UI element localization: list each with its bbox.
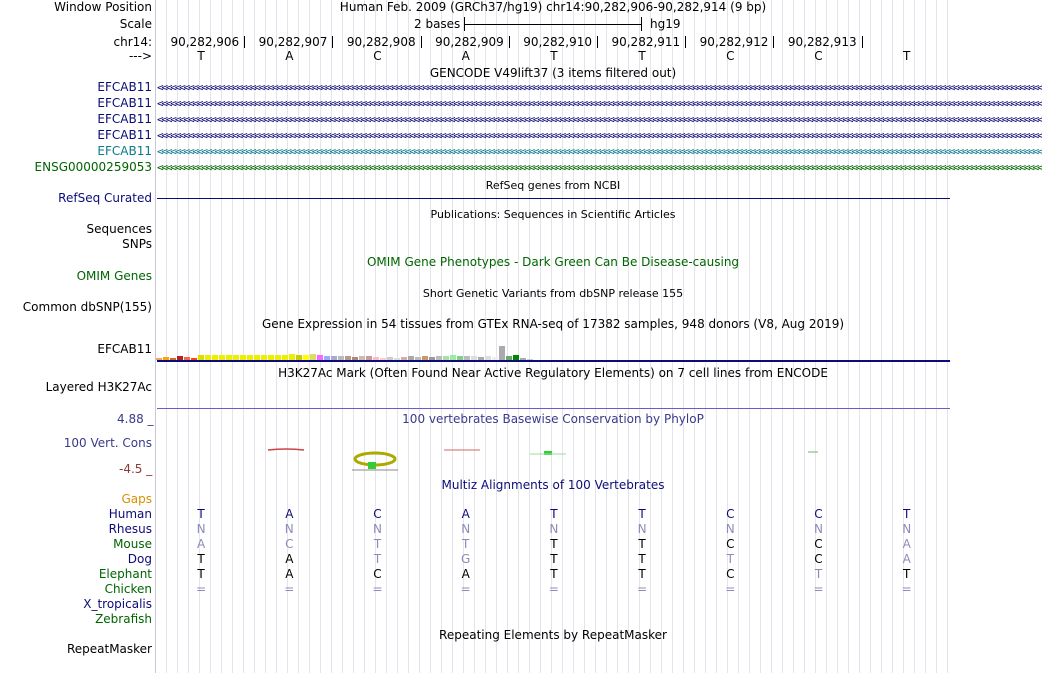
alignment-base: T <box>903 507 911 521</box>
gene-model-arrows[interactable]: <<<<<<<<<<<<<<<<<<<<<<<<<<<<<<<<<<<<<<<<<<<<<<<<<<<<<<<<<<<<<<<<<<<<<<<<<<<<<<<<<<<<<<<<<<<<<<<<<<<<<<<<<<<<<<<<<<<<<<<<<<<<<<<<<<<<<<<<<<<<<<<<<<<<<<<<<<<<<<<<<<<<<<<<<<<<<<<<<<<<<<<<<<<<<<<<<<<<<<<< <box>157 81 1042 94</box>
position-tick-label: 90,282,906 <box>170 35 240 49</box>
gencode-track-label[interactable]: EFCAB11 <box>97 80 152 94</box>
gene-model-arrows[interactable]: <<<<<<<<<<<<<<<<<<<<<<<<<<<<<<<<<<<<<<<<<<<<<<<<<<<<<<<<<<<<<<<<<<<<<<<<<<<<<<<<<<<<<<<<<<<<<<<<<<<<<<<<<<<<<<<<<<<<<<<<<<<<<<<<<<<<<<<<<<<<<<<<<<<<<<<<<<<<<<<<<<<<<<<<<<<<<<<<<<<<<<<<<<<<<<<<<<<<<<<< <box>157 145 1042 158</box>
alignment-base: T <box>550 537 558 551</box>
sequences-label[interactable]: Sequences <box>86 222 152 236</box>
alignment-base: A <box>196 537 206 551</box>
position-tick-label: 90,282,909 <box>435 35 504 49</box>
refseq-label[interactable]: RefSeq Curated <box>58 191 152 205</box>
alignment-base: C <box>726 537 735 551</box>
scale-assembly: hg19 <box>650 17 681 31</box>
base-letter: C <box>726 49 735 63</box>
snps-label[interactable]: SNPs <box>122 237 152 251</box>
alignment-base: A <box>902 552 911 566</box>
alignment-base: C <box>373 507 382 521</box>
base-letter: T <box>638 49 646 63</box>
alignment-base: C <box>373 567 382 581</box>
alignment-base: T <box>638 567 646 581</box>
alignment-base: A <box>461 507 470 521</box>
multiz-species-label[interactable]: Chicken <box>104 582 152 596</box>
refseq-title: RefSeq genes from NCBI <box>485 179 621 192</box>
gene-model-arrows[interactable]: <<<<<<<<<<<<<<<<<<<<<<<<<<<<<<<<<<<<<<<<<<<<<<<<<<<<<<<<<<<<<<<<<<<<<<<<<<<<<<<<<<<<<<<<<<<<<<<<<<<<<<<<<<<<<<<<<<<<<<<<<<<<<<<<<<<<<<<<<<<<<<<<<<<<<<<<<<<<<<<<<<<<<<<<<<<<<<<<<<<<<<<<<<<<<<<<<<<<<<<< <box>157 129 1042 142</box>
dbsnp-label[interactable]: Common dbSNP(155) <box>22 300 152 314</box>
alignment-base: N <box>196 522 206 536</box>
multiz-species-label[interactable]: Elephant <box>98 567 152 581</box>
alignment-base: N <box>637 522 647 536</box>
alignment-base: N <box>284 522 294 536</box>
alignment-base: T <box>903 567 911 581</box>
omim-label[interactable]: OMIM Genes <box>76 269 152 283</box>
alignment-base: N <box>373 522 382 536</box>
scale-label: Scale <box>119 17 152 31</box>
repeatmasker-label[interactable]: RepeatMasker <box>66 642 152 656</box>
alignment-base: = <box>372 582 383 596</box>
conservation-ymin: -4.5 _ <box>119 462 153 476</box>
scale-bases: 2 bases <box>414 17 461 31</box>
position-tick-label: 90,282,911 <box>611 35 681 49</box>
chrom-label: chr14: <box>113 35 152 49</box>
multiz-species-label[interactable]: Zebrafish <box>95 612 152 626</box>
alignment-base: T <box>638 537 646 551</box>
alignment-base: T <box>638 507 646 521</box>
alignment-base: = <box>196 582 207 596</box>
position-tick-label: 90,282,910 <box>523 35 592 49</box>
base-letter: C <box>373 49 382 63</box>
alignment-base: = <box>548 582 559 596</box>
multiz-species-label[interactable]: Dog <box>127 552 152 566</box>
publications-title: Publications: Sequences in Scientific Articles <box>430 208 676 221</box>
alignment-base: = <box>284 582 295 596</box>
window-position-label: Window Position <box>54 0 152 14</box>
alignment-base: T <box>197 507 205 521</box>
alignment-base: T <box>814 567 823 581</box>
multiz-title: Multiz Alignments of 100 Vertebrates <box>441 478 665 492</box>
alignment-base: T <box>373 537 382 551</box>
alignment-base: T <box>550 567 558 581</box>
window-position-value: Human Feb. 2009 (GRCh37/hg19) chr14:90,282,906-90,282,914 (9 bp) <box>339 0 767 14</box>
conservation-label[interactable]: 100 Vert. Cons <box>63 436 152 450</box>
multiz-species-label[interactable]: Mouse <box>113 537 152 551</box>
conservation-ymax: 4.88 _ <box>117 412 154 426</box>
strand-label: ---> <box>128 49 152 63</box>
alignment-base: T <box>638 552 646 566</box>
conservation-title: 100 vertebrates Basewise Conservation by PhyloP <box>402 412 704 426</box>
base-letter: A <box>285 49 294 63</box>
base-letter: T <box>197 49 205 63</box>
alignment-base: N <box>461 522 471 536</box>
alignment-base: A <box>285 552 294 566</box>
alignment-base: = <box>460 582 471 596</box>
gtex-title: Gene Expression in 54 tissues from GTEx RNA-seq of 17382 samples, 948 donors (V8, Aug 2019) <box>261 317 845 331</box>
h3k27ac-label[interactable]: Layered H3K27Ac <box>45 380 152 394</box>
alignment-base: = <box>813 582 824 596</box>
alignment-base: N <box>902 522 912 536</box>
gene-model-arrows[interactable]: <<<<<<<<<<<<<<<<<<<<<<<<<<<<<<<<<<<<<<<<<<<<<<<<<<<<<<<<<<<<<<<<<<<<<<<<<<<<<<<<<<<<<<<<<<<<<<<<<<<<<<<<<<<<<<<<<<<<<<<<<<<<<<<<<<<<<<<<<<<<<<<<<<<<<<<<<<<<<<<<<<<<<<<<<<<<<<<<<<<<<<<<<<<<<<<<<<<<<<<< <box>157 113 1042 126</box>
alignment-base: T <box>197 552 205 566</box>
alignment-base: T <box>462 537 470 551</box>
multiz-species-label[interactable]: Human <box>108 507 152 521</box>
alignment-base: G <box>461 552 471 566</box>
alignment-base: T <box>550 552 558 566</box>
alignment-base: C <box>814 507 823 521</box>
position-tick-label: 90,282,908 <box>346 35 416 49</box>
position-tick-label: 90,282,907 <box>258 35 328 49</box>
gencode-track-label[interactable]: EFCAB11 <box>97 144 152 158</box>
gencode-track-label[interactable]: EFCAB11 <box>97 112 152 126</box>
alignment-base: A <box>461 567 470 581</box>
gene-model-arrows[interactable]: <<<<<<<<<<<<<<<<<<<<<<<<<<<<<<<<<<<<<<<<<<<<<<<<<<<<<<<<<<<<<<<<<<<<<<<<<<<<<<<<<<<<<<<<<<<<<<<<<<<<<<<<<<<<<<<<<<<<<<<<<<<<<<<<<<<<<<<<<<<<<<<<<<<<<<<<<<<<<<<<<<<<<<<<<<<<<<<<<<<<<<<<<<<<<<<<<<<<<<<< <box>157 97 1042 110</box>
multiz-species-label[interactable]: Rhesus <box>108 522 152 536</box>
alignment-base: = <box>901 582 912 596</box>
alignment-base: = <box>725 582 736 596</box>
alignment-base: A <box>902 537 911 551</box>
alignment-base: C <box>726 567 735 581</box>
gene-model-arrows[interactable]: <<<<<<<<<<<<<<<<<<<<<<<<<<<<<<<<<<<<<<<<<<<<<<<<<<<<<<<<<<<<<<<<<<<<<<<<<<<<<<<<<<<<<<<<<<<<<<<<<<<<<<<<<<<<<<<<<<<<<<<<<<<<<<<<<<<<<<<<<<<<<<<<<<<<<<<<<<<<<<<<<<<<<<<<<<<<<<<<<<<<<<<<<<<<<<<<<<<<<<<< <box>157 161 1042 174</box>
alignment-base: N <box>814 522 823 536</box>
alignment-base: T <box>726 552 734 566</box>
alignment-base: A <box>285 567 294 581</box>
dbsnp-title: Short Genetic Variants from dbSNP release 155 <box>422 287 684 300</box>
gaps-label[interactable]: Gaps <box>121 492 152 506</box>
alignment-base: C <box>814 552 823 566</box>
base-letter: A <box>461 49 470 63</box>
alignment-base: C <box>814 537 823 551</box>
repeatmasker-title: Repeating Elements by RepeatMasker <box>439 628 667 642</box>
gencode-title: GENCODE V49lift37 (3 items filtered out) <box>429 66 677 80</box>
alignment-base: N <box>549 522 559 536</box>
h3k27ac-title: H3K27Ac Mark (Often Found Near Active Regulatory Elements) on 7 cell lines from ENCODE <box>278 366 828 380</box>
alignment-base: A <box>285 507 294 521</box>
base-letter: T <box>903 49 911 63</box>
alignment-base: = <box>637 582 648 596</box>
gencode-track-label[interactable]: ENSG00000259053 <box>34 160 152 174</box>
gtex-label[interactable]: EFCAB11 <box>97 342 152 356</box>
base-letter: C <box>814 49 823 63</box>
alignment-base: N <box>725 522 735 536</box>
alignment-base: C <box>285 537 294 551</box>
base-letter: T <box>550 49 558 63</box>
alignment-base: T <box>197 567 205 581</box>
gencode-track-label[interactable]: EFCAB11 <box>97 128 152 142</box>
alignment-base: T <box>550 507 558 521</box>
position-tick-label: 90,282,912 <box>699 35 769 49</box>
alignment-base: C <box>726 507 735 521</box>
omim-title: OMIM Gene Phenotypes - Dark Green Can Be Disease-causing <box>366 255 740 269</box>
position-tick-label: 90,282,913 <box>787 35 857 49</box>
multiz-species-label[interactable]: X_tropicalis <box>83 597 152 611</box>
gencode-track-label[interactable]: EFCAB11 <box>97 96 152 110</box>
alignment-base: T <box>373 552 382 566</box>
